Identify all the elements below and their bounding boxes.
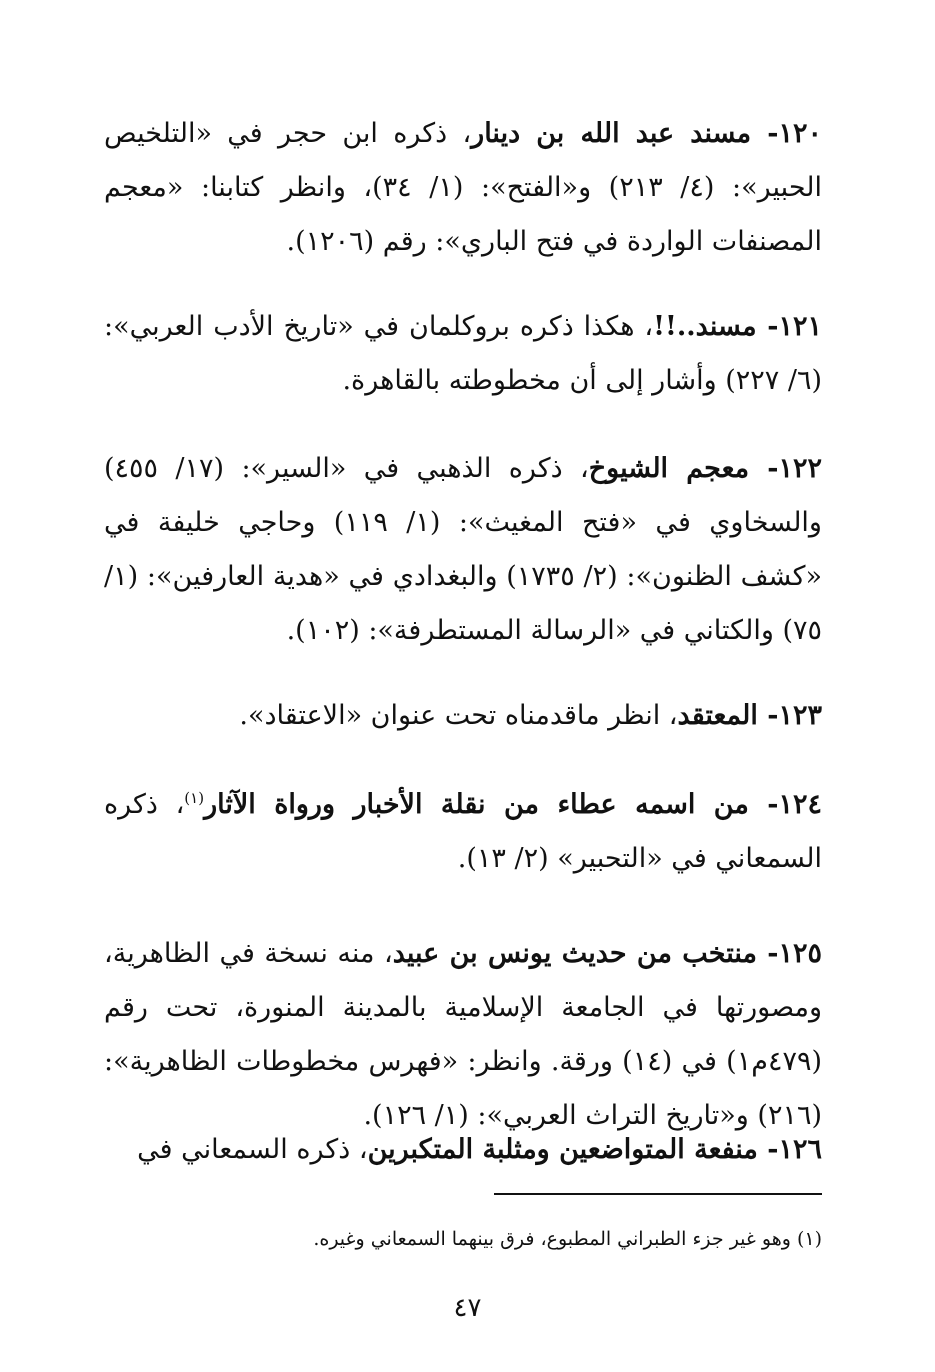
entry-121 xyxy=(104,300,822,408)
entry-124-title: من اسمه عطاء من نقلة الأخبار ورواة الآثار xyxy=(204,789,749,820)
entry-120-title: مسند عبد الله بن دينار xyxy=(471,118,752,149)
entry-122-title: معجم الشيوخ xyxy=(588,453,750,484)
entry-126-heading: ١٢٦- منفعة المتواضعين ومثلبة المتكبرين xyxy=(367,1134,822,1165)
entry-122 xyxy=(104,442,822,658)
entry-126 xyxy=(104,1123,822,1177)
entry-122-body: ، ذكره الذهبي في «السير»: (١٧/ ٤٥٥) والسخاوي في «فتح المغيث»: (١/ ١١٩) وحاجي خليفة في «كشف الظنون»: (٢/ ١٧٣٥) والبغدادي في «هدية العارفين»: (١/ ٧٥) والكتاني في «الرسالة المستطرفة»: (١٠٢). xyxy=(104,453,822,646)
entry-120-heading: ١٢٠- مسند عبد الله بن دينار xyxy=(471,118,822,149)
entry-123-number: ١٢٣ xyxy=(778,700,822,731)
entry-123 xyxy=(104,689,822,743)
entry-125 xyxy=(104,927,822,1143)
entry-122-heading: ١٢٢- معجم الشيوخ xyxy=(588,453,823,484)
entry-121-title: مسند..!! xyxy=(653,311,757,342)
entry-126-body: ، ذكره السمعاني في xyxy=(137,1134,368,1165)
entry-120 xyxy=(104,107,822,269)
entry-124-footnote-mark[interactable]: (١) xyxy=(184,789,205,807)
entry-122-number: ١٢٢ xyxy=(778,453,823,484)
footnote-1: (١) وهو غير جزء الطبراني المطبوع، فرق بينهما السمعاني وغيره. xyxy=(313,1228,822,1250)
entry-123-body: ، انظر ماقدمناه تحت عنوان «الاعتقاد». xyxy=(239,700,678,731)
entry-124 xyxy=(104,778,822,886)
entry-123-title: المعتقد xyxy=(677,700,758,731)
entry-120-body: ، ذكره ابن حجر في «التلخيص الحبير»: (٤/ ٢١٣) و«الفتح»: (١/ ٣٤)، وانظر كتابنا: «معجم المصنفات الواردة في فتح الباري»: رقم (١٢٠٦). xyxy=(104,118,822,257)
entry-125-number: ١٢٥ xyxy=(778,938,822,969)
entry-125-body: ، منه نسخة في الظاهرية، ومصورتها في الجامعة الإسلامية بالمدينة المنورة، تحت رقم (٤٧٩م١) في (١٤) ورقة. وانظر: «فهرس مخطوطات الظاهرية»: (٢١٦) و«تاريخ التراث العربي»: (١/ ١٢٦). xyxy=(104,938,822,1131)
footnote-divider xyxy=(494,1193,822,1195)
entry-125-heading: ١٢٥- منتخب من حديث يونس بن عبيد xyxy=(392,938,822,969)
page-number: ٤٧ xyxy=(453,1293,482,1323)
entry-121-heading: ١٢١- مسند..!! xyxy=(653,311,822,342)
entry-125-title: منتخب من حديث يونس بن عبيد xyxy=(392,938,757,969)
entry-124-heading: ١٢٤- من اسمه عطاء من نقلة الأخبار ورواة الآثار xyxy=(204,789,823,820)
entry-126-title: منفعة المتواضعين ومثلبة المتكبرين xyxy=(367,1134,758,1165)
entry-124-number: ١٢٤ xyxy=(778,789,823,820)
entry-123-heading: ١٢٣- المعتقد xyxy=(677,700,822,731)
entry-124-body: ، ذكره السمعاني في «التحبير» (٢/ ١٣). xyxy=(104,789,822,874)
entry-120-number: ١٢٠ xyxy=(778,118,822,149)
entry-126-number: ١٢٦ xyxy=(778,1134,822,1165)
entry-121-number: ١٢١ xyxy=(778,311,822,342)
entry-121-body: ، هكذا ذكره بروكلمان في «تاريخ الأدب العربي»: (٦/ ٢٢٧) وأشار إلى أن مخطوطته بالقاهرة. xyxy=(104,311,822,396)
